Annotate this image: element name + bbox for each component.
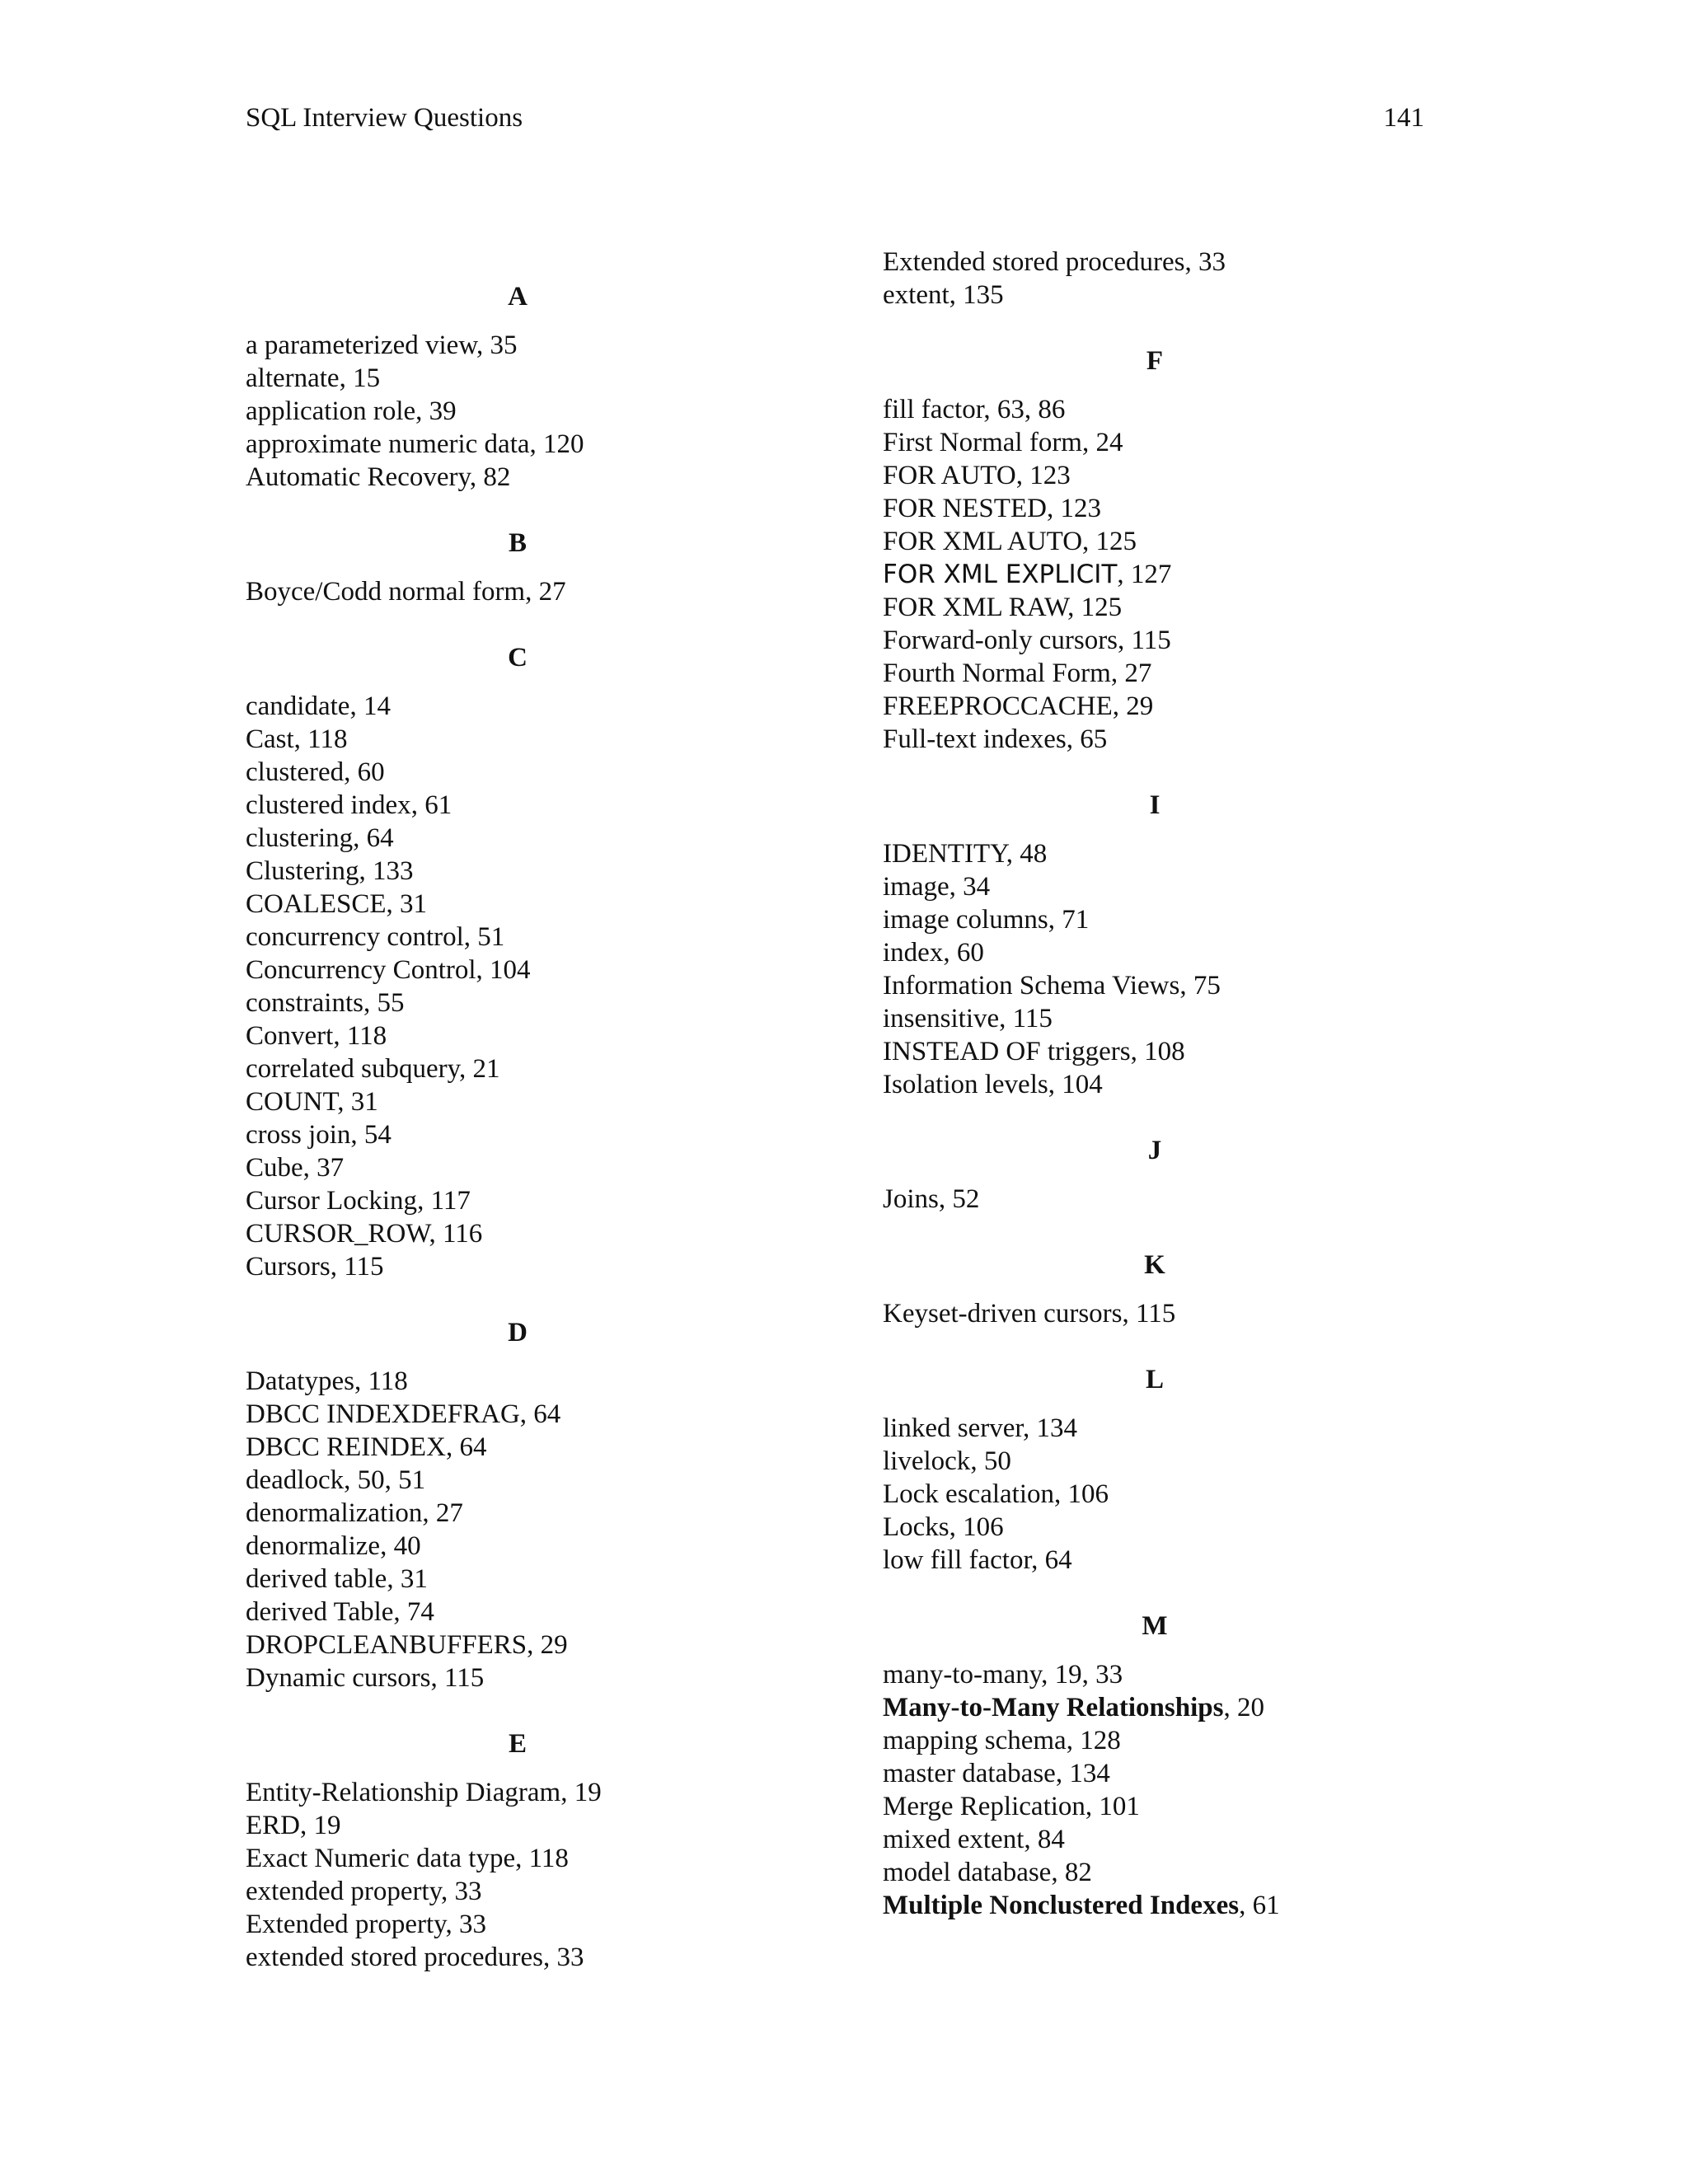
index-entry — [883, 969, 1427, 1002]
index-term: Automatic Recovery — [246, 462, 470, 492]
index-entry — [883, 624, 1427, 657]
index-page-refs: , 125 — [1082, 527, 1137, 556]
index-entry — [246, 1052, 790, 1085]
index-term: CURSOR_ROW — [246, 1219, 429, 1249]
index-term: FOR AUTO — [883, 461, 1016, 490]
index-page-refs: , 50 — [970, 1446, 1011, 1476]
index-term: extended stored procedures — [246, 1943, 544, 1972]
index-page-refs: , 123 — [1015, 461, 1071, 490]
index-page-refs: , 27 — [1110, 658, 1152, 688]
index-page-refs: , 115 — [1122, 1299, 1176, 1329]
index-page-refs: , 61 — [1239, 1891, 1280, 1920]
index-term: Full-text indexes — [883, 724, 1067, 754]
index-page-refs: , 19 — [560, 1778, 602, 1807]
index-term: livelock — [883, 1446, 971, 1476]
index-entry — [246, 1431, 790, 1464]
index-letter-group — [883, 1249, 1427, 1330]
index-page-refs: , 19 — [300, 1811, 341, 1840]
index-letter-group — [246, 1727, 790, 1974]
index-entry — [883, 690, 1427, 723]
index-term: many-to-many — [883, 1660, 1042, 1690]
index-term: Entity-Relationship Diagram — [246, 1778, 561, 1807]
index-page-refs: , 135 — [949, 280, 1004, 310]
index-entry — [883, 525, 1427, 558]
index-entry — [883, 1658, 1427, 1691]
index-entry — [246, 1151, 790, 1184]
index-entry — [883, 393, 1427, 426]
index-term: Cast — [246, 724, 294, 754]
index-page-refs: , 134 — [1023, 1413, 1078, 1443]
index-page-refs: , 134 — [1055, 1759, 1110, 1788]
index-term: correlated subquery — [246, 1054, 459, 1084]
index-page-refs: , 64 — [519, 1399, 561, 1429]
index-term: Isolation levels — [883, 1070, 1048, 1099]
index-entry — [246, 1809, 790, 1842]
index-entry — [246, 822, 790, 855]
index-page-refs: , 61 — [410, 790, 452, 820]
index-term: extent — [883, 280, 950, 310]
running-head-title: SQL Interview Questions — [246, 103, 523, 133]
index-term: denormalization — [246, 1498, 423, 1528]
index-entry — [883, 459, 1427, 492]
index-entry — [883, 1068, 1427, 1101]
index-term: clustering — [246, 823, 354, 853]
index-entry — [246, 428, 790, 461]
index-page-refs: , 106 — [1054, 1479, 1109, 1509]
index-letter-group — [883, 1363, 1427, 1577]
index-term: image — [883, 872, 950, 902]
index-entry — [246, 855, 790, 888]
index-page-refs: , 33 — [543, 1943, 584, 1972]
index-letter-heading: M — [1142, 1611, 1168, 1641]
index-entry — [246, 1941, 790, 1974]
index-entry — [246, 690, 790, 723]
index-entry — [246, 1908, 790, 1941]
index-entry — [246, 723, 790, 756]
index-term: DBCC REINDEX — [246, 1432, 446, 1462]
index-term: Convert — [246, 1021, 334, 1051]
index-page-refs: , 63, 86 — [983, 395, 1066, 424]
index-entry — [246, 329, 790, 362]
index-entry — [883, 1724, 1427, 1757]
index-page-refs: , 64 — [445, 1432, 487, 1462]
index-term: Datatypes — [246, 1366, 354, 1396]
index-page-refs: , 34 — [949, 872, 991, 902]
index-entry — [883, 1856, 1427, 1889]
index-entry — [883, 1511, 1427, 1544]
index-term: insensitive — [883, 1004, 1000, 1033]
index-term: INSTEAD OF triggers — [883, 1037, 1131, 1066]
index-entry — [883, 1757, 1427, 1790]
index-term: FOR XML RAW — [883, 593, 1068, 622]
index-letter-heading: J — [1147, 1136, 1162, 1165]
index-term: Lock escalation — [883, 1479, 1054, 1509]
index-page-refs: , 31 — [386, 889, 428, 919]
index-letter-group — [246, 1316, 790, 1694]
index-term: application role — [246, 396, 416, 426]
index-term: DROPCLEANBUFFERS — [246, 1630, 528, 1660]
index-term: low fill factor — [883, 1545, 1032, 1575]
index-term: Extended property — [246, 1910, 446, 1939]
index-entry — [246, 921, 790, 954]
index-term: Forward-only cursors — [883, 626, 1118, 655]
index-letter-group — [883, 344, 1427, 756]
index-letter-heading: B — [508, 528, 527, 558]
index-page-refs: , 31 — [337, 1087, 378, 1117]
index-page-refs: , 118 — [293, 724, 348, 754]
index-letter-group — [883, 789, 1427, 1101]
index-entry — [246, 1563, 790, 1596]
index-term: clustered — [246, 757, 345, 787]
index-entry — [883, 1445, 1427, 1478]
index-page-refs: , 127 — [1117, 560, 1172, 589]
index-letter-heading: F — [1146, 346, 1164, 376]
index-page-refs: , 40 — [380, 1531, 421, 1561]
index-entry — [883, 426, 1427, 459]
index-letter-group — [883, 1134, 1427, 1216]
index-page-refs: , 19, 33 — [1041, 1660, 1123, 1690]
index-term: Many-to-Many Relationships — [883, 1693, 1224, 1722]
index-term: Joins — [883, 1184, 939, 1214]
index-page-refs: , 123 — [1046, 494, 1101, 523]
index-page-refs: , 106 — [949, 1512, 1004, 1542]
index-term: index — [883, 938, 944, 968]
index-term: fill factor — [883, 395, 984, 424]
index-page-refs: , 15 — [339, 363, 381, 393]
index-entry — [246, 789, 790, 822]
index-page-refs: , 33 — [1184, 247, 1226, 277]
index-entry — [246, 1398, 790, 1431]
index-term: Concurrency Control — [246, 955, 476, 985]
index-term: Cube — [246, 1153, 303, 1183]
page-header — [246, 97, 1424, 138]
index-entry — [246, 461, 790, 494]
index-term: Dynamic cursors — [246, 1663, 431, 1693]
index-page-refs: , 27 — [422, 1498, 463, 1528]
index-page-refs: , 101 — [1085, 1792, 1140, 1821]
index-page-refs: , 82 — [469, 462, 511, 492]
index-entry — [246, 1250, 790, 1283]
index-page-refs: , 20 — [1223, 1693, 1264, 1722]
index-term: Multiple Nonclustered Indexes — [883, 1891, 1240, 1920]
index-page-refs: , 120 — [529, 429, 584, 459]
index-letter-heading: I — [1149, 790, 1160, 820]
index-letter-heading: D — [508, 1318, 528, 1347]
index-entry — [246, 1019, 790, 1052]
index-page-refs: , 64 — [353, 823, 394, 853]
index-entry — [246, 1085, 790, 1118]
index-page-refs: , 116 — [429, 1219, 483, 1249]
index-entry — [246, 1365, 790, 1398]
index-term: Fourth Normal Form — [883, 658, 1111, 688]
index-entry — [883, 1035, 1427, 1068]
index-page-refs: , 52 — [938, 1184, 980, 1214]
index-page-refs: , 115 — [430, 1663, 485, 1693]
index-page-refs: , 82 — [1051, 1858, 1092, 1887]
index-letter-heading: K — [1144, 1250, 1165, 1280]
index-page-refs: , 115 — [1118, 626, 1171, 655]
index-term: Keyset-driven cursors — [883, 1299, 1123, 1329]
index-entry — [246, 1118, 790, 1151]
index-letter-group — [246, 527, 790, 608]
index-term: Locks — [883, 1512, 950, 1542]
index-entry — [246, 1217, 790, 1250]
index-page-refs: , 65 — [1066, 724, 1108, 754]
index-page-refs: , 37 — [302, 1153, 345, 1183]
index-term: mixed extent — [883, 1825, 1025, 1854]
index-page-refs: , 29 — [1112, 691, 1154, 721]
index-term: IDENTITY — [883, 839, 1006, 869]
index-term: derived Table — [246, 1597, 394, 1627]
index-page-refs: , 71 — [1048, 905, 1090, 935]
index-term: Extended stored procedures — [883, 247, 1185, 277]
index-entry — [883, 1790, 1427, 1823]
index-entry — [883, 246, 1427, 279]
index-term: ERD — [246, 1811, 300, 1840]
index-term: concurrency control — [246, 922, 464, 952]
index-entry — [246, 954, 790, 987]
index-letter-group — [246, 641, 790, 1283]
index-entry — [883, 492, 1427, 525]
index-page-refs: , 118 — [515, 1844, 569, 1873]
index-page-refs: , 75 — [1179, 971, 1221, 1001]
index-entry — [883, 1478, 1427, 1511]
index-letter-group — [246, 280, 790, 494]
index-entry — [883, 1183, 1427, 1216]
index-page-refs: , 55 — [363, 988, 405, 1018]
index-term: image columns — [883, 905, 1048, 935]
index-term: constraints — [246, 988, 363, 1018]
index-entry — [883, 1002, 1427, 1035]
index-term: a parameterized view — [246, 330, 477, 360]
index-entry — [246, 1875, 790, 1908]
index-entry — [883, 870, 1427, 903]
index-page-refs: , 64 — [1031, 1545, 1072, 1575]
index-term: master database — [883, 1759, 1056, 1788]
index-term: mapping schema — [883, 1726, 1067, 1755]
page-number: 141 — [1383, 103, 1424, 133]
index-page-refs: , 39 — [415, 396, 457, 426]
index-entry — [246, 756, 790, 789]
index-page-refs: , 104 — [1048, 1070, 1103, 1099]
index-entry — [246, 362, 790, 395]
index-column-left — [246, 280, 790, 1974]
index-page-refs: , 125 — [1067, 593, 1123, 622]
index-entry — [246, 1629, 790, 1661]
index-entry — [246, 1842, 790, 1875]
index-term: Cursor Locking — [246, 1186, 418, 1216]
index-term: DBCC INDEXDEFRAG — [246, 1399, 520, 1429]
index-letter-group — [883, 1610, 1427, 1922]
index-term: COALESCE — [246, 889, 387, 919]
index-entry — [883, 723, 1427, 756]
index-term: approximate numeric data — [246, 429, 530, 459]
index-term: Clustering — [246, 856, 359, 886]
index-entry — [246, 1776, 790, 1809]
index-entry — [883, 936, 1427, 969]
index-page-refs: , 108 — [1130, 1037, 1185, 1066]
index-term: extended property — [246, 1877, 442, 1906]
index-entry — [246, 1464, 790, 1497]
index-term: cross join — [246, 1120, 351, 1150]
index-entry — [883, 1823, 1427, 1856]
index-entry — [883, 1412, 1427, 1445]
index-term: FOR NESTED — [883, 494, 1047, 523]
index-entry — [883, 1889, 1427, 1922]
index-term: Cursors — [246, 1252, 331, 1282]
index-letter-heading: L — [1145, 1365, 1164, 1394]
index-page-refs: , 118 — [333, 1021, 387, 1051]
index-entry — [246, 1661, 790, 1694]
index-term: alternate — [246, 363, 340, 393]
index-term: First Normal form — [883, 428, 1082, 457]
index-entry — [883, 1691, 1427, 1724]
index-entry — [883, 558, 1427, 591]
index-entry — [883, 1544, 1427, 1577]
index-page-refs: , 115 — [330, 1252, 384, 1282]
index-page-refs: , 33 — [445, 1910, 487, 1939]
index-entry — [883, 837, 1427, 870]
index-page-refs: , 27 — [525, 577, 566, 607]
index-entry — [883, 591, 1427, 624]
index-page-refs: , 60 — [943, 938, 984, 968]
index-page-refs: , 117 — [417, 1186, 471, 1216]
index-term: FOR XML AUTO — [883, 527, 1083, 556]
index-page-refs: , 118 — [354, 1366, 408, 1396]
index-page-refs: , 133 — [359, 856, 414, 886]
index-entry — [246, 1184, 790, 1217]
index-page-refs: , 35 — [476, 330, 518, 360]
index-letter-heading: E — [508, 1729, 527, 1759]
index-term: FOR XML EXPLICIT — [883, 560, 1118, 589]
index-page-refs: , 29 — [527, 1630, 568, 1660]
index-page-refs: , 128 — [1066, 1726, 1121, 1755]
index-term: Information Schema Views — [883, 971, 1180, 1001]
index-page-refs: , 31 — [387, 1564, 428, 1594]
index-term: Exact Numeric data type — [246, 1844, 516, 1873]
index-term: derived table — [246, 1564, 387, 1594]
index-page-refs: , 60 — [344, 757, 385, 787]
index-page-refs: , 48 — [1006, 839, 1048, 869]
index-term: candidate — [246, 691, 350, 721]
index-term: deadlock — [246, 1465, 345, 1495]
index-entry — [883, 1297, 1427, 1330]
index-page-refs: , 84 — [1024, 1825, 1065, 1854]
index-entry — [246, 888, 790, 921]
index-page-refs: , 115 — [999, 1004, 1053, 1033]
index-page-refs: , 24 — [1081, 428, 1123, 457]
index-term: model database — [883, 1858, 1052, 1887]
index-letter-group — [883, 246, 1427, 312]
index-page-refs: , 54 — [350, 1120, 392, 1150]
index-entry — [246, 575, 790, 608]
index-letter-heading: A — [508, 282, 528, 312]
index-page-refs: , 21 — [459, 1054, 500, 1084]
index-entry — [246, 1596, 790, 1629]
index-term: Boyce/Codd normal form — [246, 577, 526, 607]
index-page-refs: , 51 — [463, 922, 505, 952]
index-entry — [246, 1497, 790, 1530]
index-letter-heading: C — [508, 643, 528, 673]
index-term: denormalize — [246, 1531, 381, 1561]
index-page-refs: , 104 — [476, 955, 531, 985]
index-column-right — [883, 246, 1427, 1922]
index-page-refs: , 50, 51 — [344, 1465, 426, 1495]
index-term: linked server — [883, 1413, 1024, 1443]
index-entry — [883, 279, 1427, 312]
index-entry — [246, 987, 790, 1019]
index-term: COUNT — [246, 1087, 338, 1117]
index-term: FREEPROCCACHE — [883, 691, 1113, 721]
index-entry — [883, 657, 1427, 690]
index-page-refs: , 14 — [349, 691, 391, 721]
index-entry — [883, 903, 1427, 936]
index-term: Merge Replication — [883, 1792, 1085, 1821]
index-entry — [246, 395, 790, 428]
index-entry — [246, 1530, 790, 1563]
index-page-refs: , 33 — [441, 1877, 482, 1906]
index-page-refs: , 74 — [393, 1597, 434, 1627]
index-term: clustered index — [246, 790, 411, 820]
